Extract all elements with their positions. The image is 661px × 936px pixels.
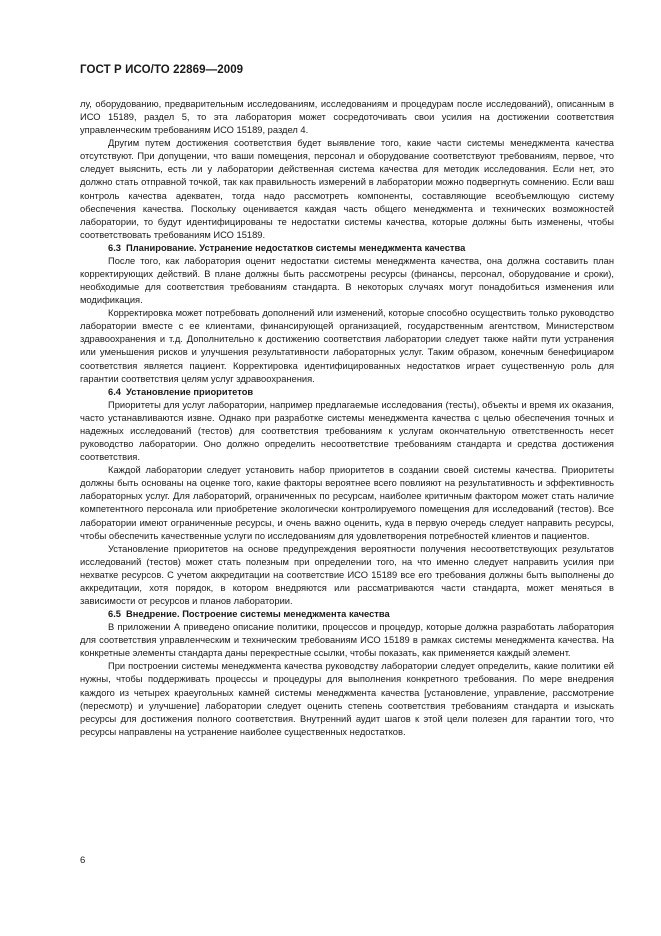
- paragraph-6-3-2: Корректировка может потребовать дополнений или изменений, которые способно осуществить только руководство лаборатории вместе с ее клиентами, финансирующей организацией, государственным агентством, Министерством здравоохранения и т.д. Дополнительно к достижению соответствия лаборатории следует также найти пути устранения или уменьшения рисков и улучшения результативности лабораторных услуг. Таким образом, конечным бенефициаром соответствия является пациент. Корректировка идентифицированных недостатков играет существенную роль для гарантии соответствия целям услуг здравоохранения.: [80, 308, 614, 384]
- document-header: ГОСТ Р ИСО/ТО 22869—2009: [80, 64, 244, 76]
- section-number: 6.4: [108, 386, 121, 397]
- section-title: Планирование. Устранение недостатков системы менеджмента качества: [126, 242, 466, 253]
- paragraph-intro: лу, оборудованию, предварительным исследованиям, исследованиям и процедурам после исследований), описанным в ИСО 15189, раздел 5, то эта лаборатория может сосредоточивать свои усилия на достижении соответствия управленческим требованиям ИСО 15189, раздел 4.: [80, 99, 614, 136]
- paragraph-6-3-1: После того, как лаборатория оценит недостатки системы менеджмента качества, она должна составить план корректирующих действий. В плане должны быть рассмотрены ресурсы (финансы, персонал, оборудование и сроки), необходимые для соответствия требованиям стандарта. В некоторых случаях могут понадобиться изменения или модификация.: [80, 255, 614, 306]
- paragraph-6-5-1: В приложении А приведено описание политики, процессов и процедур, которые должна разработать лаборатория для соответствия управленческим и техническим требованиям ИСО 15189 в рамках системы менеджмента качества. На конкретные элементы стандарта даны перекрестные ссылки, чтобы показать, как применяется каждый элемент.: [80, 622, 614, 659]
- page-number: 6: [80, 855, 86, 866]
- paragraph-6-4-1: Приоритеты для услуг лаборатории, например предлагаемые исследования (тесты), объекты и время их оказания, часто устанавливаются извне. Однако при разработке системы менеджмента качества с целью обеспечения точных и надежных исследований (тестов) для соответствия требованиям к услугам окончательную ответственность несет руководство лаборатории. Оно должно определить несоответствие требованиям стандарта и средства достижения соответствия.: [80, 399, 614, 463]
- paragraph-6-4-2: Каждой лаборатории следует установить набор приоритетов в создании своей системы качества. Приоритеты должны быть основаны на оценке того, какие факторы вероятнее всего повлияют на результативность и эффективность лабораторных услуг. Для лабораторий, ограниченных по ресурсам, наиболее критичным фактором может стать наличие компетентного персонала или приобретение экологически контролируемого помещения для исследований (тестов). Все лаборатории имеют ограниченные ресурсы, и очень важно оценить, куда в первую очередь следует направить ресурсы, чтобы обеспечить качественные услуги по исследованиям для удовлетворения потребностей клиентов и пациентов.: [80, 465, 614, 541]
- section-title: Установление приоритетов: [126, 386, 254, 397]
- section-heading-6-3: [80, 242, 614, 255]
- paragraph-6-5-2: При построении системы менеджмента качества руководству лаборатории следует определить, какие политики ей нужны, чтобы поддерживать процессы и процедуры для выполнения конкретного требования. По мере внедрения каждого из четырех краеугольных камней системы менеджмента качества [установление, управление, рассмотрение (пересмотр) и улучшение] лаборатории следует оценить степень соответствия требованиям стандарта и изыскать ресурсы для достижения полного соответствия. Внутренний аудит шагов к этой цели полезен для гарантии того, что ресурсы направлены на устранение наиболее существенных недостатков.: [80, 661, 614, 737]
- section-title: Внедрение. Построение системы менеджмента качества: [126, 609, 390, 620]
- section-number: 6.3: [108, 242, 121, 253]
- document-body: [80, 98, 614, 739]
- paragraph-gap-analysis: Другим путем достижения соответствия будет выявление того, какие части системы менеджмента качества отсутствуют. При допущении, что ваши помещения, персонал и оборудование соответствуют требованиям, первое, что следует выяснить, есть ли у лаборатории действенная система качества для методик исследования. Если нет, это должно стать отправной точкой, так как правильность измерений в лаборатории можно подвергнуть сомнению. Если ваш контроль качества адекватен, тогда надо рассмотреть компоненты, составляющие всеобъемлющую систему обеспечения качества. Поскольку оценивается каждая часть общего менеджмента и технических возможностей лаборатории, то будут идентифицированы те недостатки системы качества, которые должны быть изменены, чтобы соответствовать требованиям ИСО 15189.: [80, 138, 614, 240]
- section-heading-6-5: [80, 608, 614, 621]
- section-number: 6.5: [108, 609, 121, 620]
- section-heading-6-4: [80, 386, 614, 399]
- paragraph-6-4-3: Установление приоритетов на основе предупреждения вероятности получения несоответствующих результатов исследований (тестов) может стать полезным при определении того, на что именно следует направить усилия при нехватке ресурсов. С учетом аккредитации на соответствие ИСО 15189 все его требования должны быть выполнены до аккредитации, хотя порядок, в котором внедряются или рассматриваются части стандарта, может меняться в зависимости от ресурсов и планов лаборатории.: [80, 543, 614, 606]
